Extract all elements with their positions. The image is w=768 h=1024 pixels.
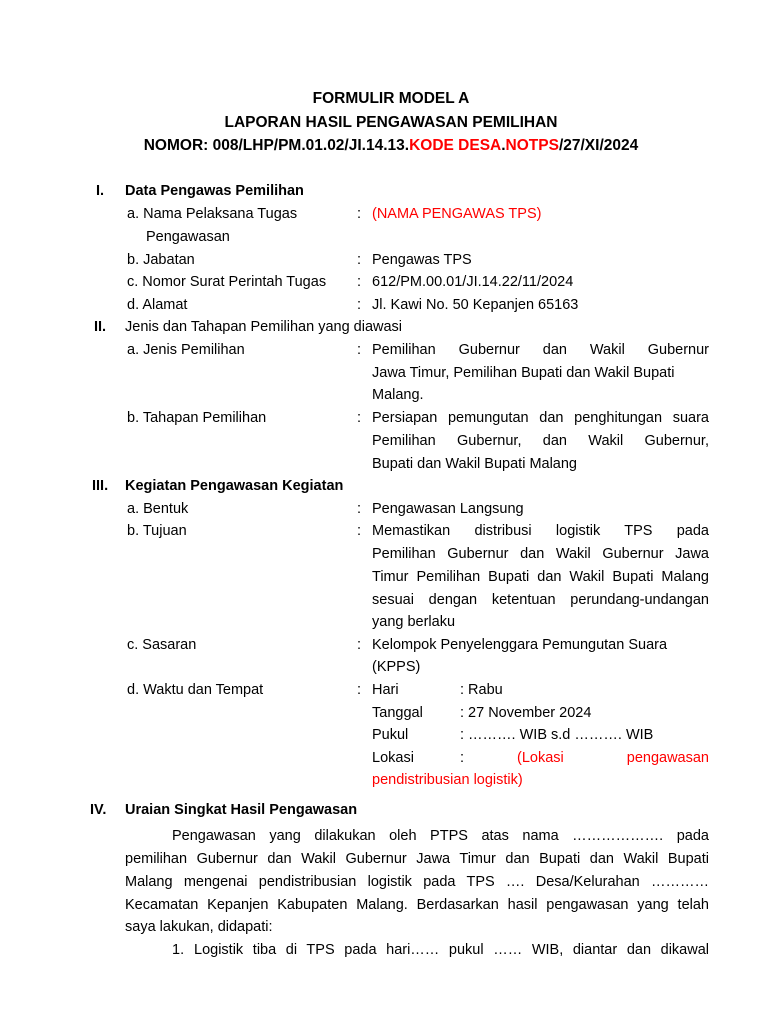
kode-desa-placeholder: KODE DESA — [409, 137, 502, 154]
report-number — [0, 135, 768, 157]
list-item-text: Logistik tiba di TPS pada hari…… pukul …… WIB, diantar dan dikawal — [194, 942, 709, 958]
field-label-jabatan: b. Jabatan — [127, 252, 195, 268]
lokasi-label: Lokasi — [372, 750, 414, 766]
nomor-suffix: /27/XI/2024 — [558, 137, 639, 154]
paragraph-line: Kecamatan Kepanjen Kabupaten Malang. Berdasarkan hasil pengawasan yang telah — [125, 897, 709, 913]
lokasi-value-line: (Lokasi pengawasan — [517, 750, 709, 766]
nomor-prefix: NOMOR: 008/LHP/PM.01.02/JI.14.13. — [143, 137, 410, 154]
paragraph-line: Malang mengenai pendistribusian logistik pada TPS …. Desa/Kelurahan ………… — [125, 874, 709, 890]
section-2-number: II. — [94, 319, 107, 335]
field-label-bentuk: a. Bentuk — [127, 501, 189, 517]
field-value-sasaran-line: (KPPS) — [372, 659, 421, 675]
field-value-jabatan: Pengawas TPS — [372, 252, 472, 268]
field-label-nama-pelaksana-cont: Pengawasan — [146, 229, 230, 245]
field-value-nomor-surat: 612/PM.00.01/JI.14.22/11/2024 — [372, 274, 574, 290]
field-value-bentuk: Pengawasan Langsung — [372, 501, 524, 517]
section-2-title: Jenis dan Tahapan Pemilihan yang diawasi — [125, 319, 403, 335]
paragraph-line: Pengawasan yang dilakukan oleh PTPS atas nama ………………. pada — [172, 828, 709, 844]
colon: : — [357, 342, 362, 358]
form-model-title: FORMULIR MODEL A — [312, 90, 470, 107]
lokasi-value-line: pendistribusian logistik) — [372, 772, 523, 788]
colon: : — [357, 206, 362, 222]
field-value-tahapan-line: Pemilihan Gubernur, dan Wakil Gubernur, — [372, 433, 709, 449]
field-value-tujuan-line: Pemilihan Gubernur dan Wakil Gubernur Jawa — [372, 546, 709, 562]
colon: : — [357, 682, 362, 698]
section-3-number: III. — [92, 478, 109, 494]
colon: : — [357, 252, 362, 268]
field-label-alamat: d. Alamat — [127, 297, 188, 313]
paragraph-line: saya lakukan, didapati: — [125, 919, 273, 935]
section-4-number: IV. — [90, 802, 107, 818]
field-label-nomor-surat: c. Nomor Surat Perintah Tugas — [127, 274, 327, 290]
field-value-jenis-pemilihan-line: Jawa Timur, Pemilihan Bupati dan Wakil Bupati — [372, 365, 675, 381]
field-value-nama-pengawas: (NAMA PENGAWAS TPS) — [372, 206, 542, 222]
colon: : — [357, 410, 362, 426]
section-1-number: I. — [96, 183, 105, 199]
field-value-jenis-pemilihan-line: Pemilihan Gubernur dan Wakil Gubernur — [372, 342, 709, 358]
notps-placeholder: NOTPS — [505, 137, 559, 154]
section-4-title: Uraian Singkat Hasil Pengawasan — [125, 802, 358, 818]
section-1-title: Data Pengawas Pemilihan — [125, 183, 304, 199]
nomor-dot: . — [501, 137, 506, 154]
paragraph-line: pemilihan Gubernur dan Wakil Gubernur Jawa Timur dan Bupati dan Wakil Bupati — [125, 851, 709, 867]
hari-label: Hari — [372, 682, 399, 698]
tanggal-label: Tanggal — [372, 705, 423, 721]
field-value-sasaran-line: Kelompok Penyelenggara Pemungutan Suara — [372, 637, 668, 653]
field-value-tujuan-line: yang berlaku — [372, 614, 456, 630]
field-value-tahapan-line: Persiapan pemungutan dan penghitungan suara — [372, 410, 709, 426]
colon: : — [357, 501, 362, 517]
field-label-tahapan-pemilihan: b. Tahapan Pemilihan — [127, 410, 267, 426]
colon: : — [357, 274, 362, 290]
section-3-title: Kegiatan Pengawasan Kegiatan — [125, 478, 344, 494]
colon: : — [357, 637, 362, 653]
hari-value: : Rabu — [460, 682, 503, 698]
report-title: LAPORAN HASIL PENGAWASAN PEMILIHAN — [224, 114, 558, 131]
field-value-tujuan-line: Timur Pemilihan Bupati dan Wakil Bupati Malang — [372, 569, 709, 585]
pukul-label: Pukul — [372, 727, 409, 743]
field-value-alamat: Jl. Kawi No. 50 Kepanjen 65163 — [372, 297, 579, 313]
pukul-value: : ………. WIB s.d ………. WIB — [460, 727, 654, 743]
field-value-jenis-pemilihan-line: Malang. — [372, 387, 424, 403]
lokasi-colon: : — [460, 750, 465, 766]
field-value-tujuan-line: Memastikan distribusi logistik TPS pada — [372, 523, 709, 539]
field-label-jenis-pemilihan: a. Jenis Pemilihan — [127, 342, 245, 358]
field-label-nama-pelaksana: a. Nama Pelaksana Tugas — [127, 206, 298, 222]
tanggal-value: : 27 November 2024 — [460, 705, 592, 721]
colon: : — [357, 297, 362, 313]
colon: : — [357, 523, 362, 539]
field-label-waktu-tempat: d. Waktu dan Tempat — [127, 682, 264, 698]
field-value-tujuan-line: sesuai dengan ketentuan perundang-undangan — [372, 592, 709, 608]
field-value-tahapan-line: Bupati dan Wakil Bupati Malang — [372, 456, 577, 472]
list-item-number: 1. — [172, 942, 185, 958]
field-label-sasaran: c. Sasaran — [127, 637, 197, 653]
field-label-tujuan: b. Tujuan — [127, 523, 187, 539]
